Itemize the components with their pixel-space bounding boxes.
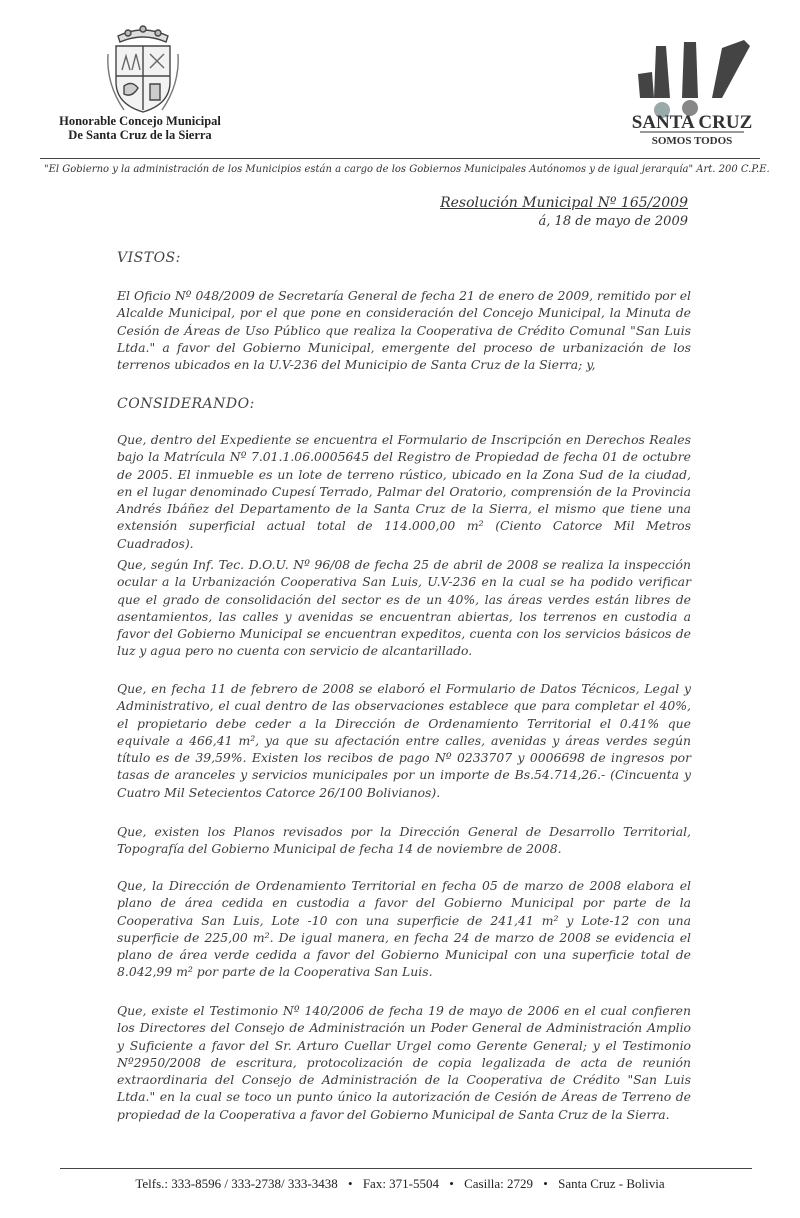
- considerando-heading: CONSIDERANDO:: [117, 396, 255, 412]
- footer-fax: Fax: 371-5504: [362, 1176, 440, 1191]
- council-name-line2: De Santa Cruz de la Sierra: [68, 128, 212, 142]
- considerando-paragraph-6: Que, existe el Testimonio Nº 140/2006 de fecha 19 de mayo de 2006 en el cual confieren los Directores del Consejo de Administración un Poder General de Administración Amplio y Suficiente a favor del Sr. Arturo Cuellar Urgel como Gerente General; y el Testimonio Nº2950/2008 de escritura, protocolización de copia legalizada de acta de reunión extraordinaria del Consejo de Administración de la Cooperativa de Crédito "San Luis Ltda." en la cual se toco un punto único la autorización de Cesión de Áreas de Terreno de propiedad de la Cooperativa a favor del Gobierno Municipal de Santa Cruz de la Sierra.: [117, 1003, 691, 1122]
- footer-divider: [60, 1168, 752, 1169]
- council-name: [40, 114, 240, 142]
- constitution-quote: "El Gobierno y la administración de los Municipios están a cargo de los Gobiernos Municipales Autónomos y de igual jerarquía" Art. 200 C.P.E.: [44, 164, 770, 175]
- footer-contact: Telfs.: 333-8596 / 333-2738/ 333-3438 • Fax: 371-5504 • Casilla: 2729 • Santa Cruz - Bolivia: [135, 1176, 665, 1191]
- vistos-paragraph: El Oficio Nº 048/2009 de Secretaría General de fecha 21 de enero de 2009, remitido por el Alcalde Municipal, por el que pone en consideración del Concejo Municipal, la Minuta de Cesión de Áreas de Uso Público que realiza la Cooperativa de Crédito Comunal "San Luis Ltda." a favor del Gobierno Municipal, emergente del proceso de urbanización de los terrenos ubicados en la U.V-236 del Municipio de Santa Cruz de la Sierra; y,: [117, 288, 691, 373]
- logo-title: SANTA CRUZ: [631, 112, 753, 133]
- resolution-date: á, 18 de mayo de 2009: [538, 214, 688, 229]
- considerando-paragraph-1: Que, dentro del Expediente se encuentra el Formulario de Inscripción en Derechos Reales bajo la Matrícula Nº 7.01.1.06.0005645 del Registro de Propiedad de fecha 01 de octubre de 2005. El inmueble es un lote de terreno rústico, ubicado en la Zona Sud de la ciudad, en el lugar denominado Cupesí Terrado, Palmar del Oratorio, comprensión de la Provincia Andrés Ibáñez del Departamento de la Santa Cruz de la Sierra, el mismo que tiene una extensión superficial actual total de 114.000,00 m² (Ciento Catorce Mil Metros Cuadrados).: [117, 432, 691, 551]
- logo-subtitle: SOMOS TODOS: [651, 135, 733, 147]
- considerando-paragraph-2: Que, según Inf. Tec. D.O.U. Nº 96/08 de fecha 25 de abril de 2008 se realiza la inspección ocular a la Urbanización Cooperativa San Luis, U.V-236 en la cual se ha podido verificar que el grado de consolidación del sector es de un 40%, las áreas verdes están libres de asentamientos, las calles y avenidas se encuentran abiertas, los terrenos en custodia a favor del Gobierno Municipal se encuentran expeditos, cuenta con los servicios básicos de luz y agua pero no cuenta con servicio de alcantarillado.: [117, 557, 691, 659]
- santa-cruz-logo: [626, 38, 758, 148]
- coat-of-arms-emblem: [104, 24, 182, 116]
- considerando-paragraph-5: Que, la Dirección de Ordenamiento Territorial en fecha 05 de marzo de 2008 elabora el plano de área cedida en custodia a favor del Gobierno Municipal por parte de la Cooperativa San Luis, Lote -10 con una superficie de 241,41 m² y Lote-12 con una superficie de 225,00 m². De igual manera, en fecha 24 de marzo de 2008 se evidencia el plano de área verde cedida a favor del Gobierno Municipal con una superficie total de 8.042,99 m² por parte de la Cooperativa San Luis.: [117, 878, 691, 980]
- footer-phones: Telfs.: 333-8596 / 333-2738/ 333-3438: [135, 1176, 338, 1191]
- footer-location: Santa Cruz - Bolivia: [558, 1176, 665, 1191]
- resolution-title: Resolución Municipal Nº 165/2009: [440, 195, 688, 211]
- header-divider: [40, 158, 760, 159]
- vistos-heading: VISTOS:: [117, 250, 181, 266]
- considerando-paragraph-3: Que, en fecha 11 de febrero de 2008 se elaboró el Formulario de Datos Técnicos, Legal y Administrativo, el cual dentro de las observaciones establece que para completar el 40%, el propietario debe ceder a la Dirección de Ordenamiento Territorial el 0.41% que equivale a 466,41 m², ya que su afectación entre calles, avenidas y áreas verdes según título es de 39,59%. Existen los recibos de pago Nº 0233707 y 0006698 de ingresos por tasas de aranceles y servicios municipales por un importe de Bs.54.714,26.- (Cincuenta y Cuatro Mil Setecientos Catorce 26/100 Bolivianos).: [117, 681, 691, 800]
- council-name-line1: Honorable Concejo Municipal: [59, 114, 221, 128]
- footer-casilla: Casilla: 2729: [464, 1176, 534, 1191]
- considerando-paragraph-4: Que, existen los Planos revisados por la Dirección General de Desarrollo Territorial, Topografía del Gobierno Municipal de fecha 14 de noviembre de 2008.: [117, 824, 691, 857]
